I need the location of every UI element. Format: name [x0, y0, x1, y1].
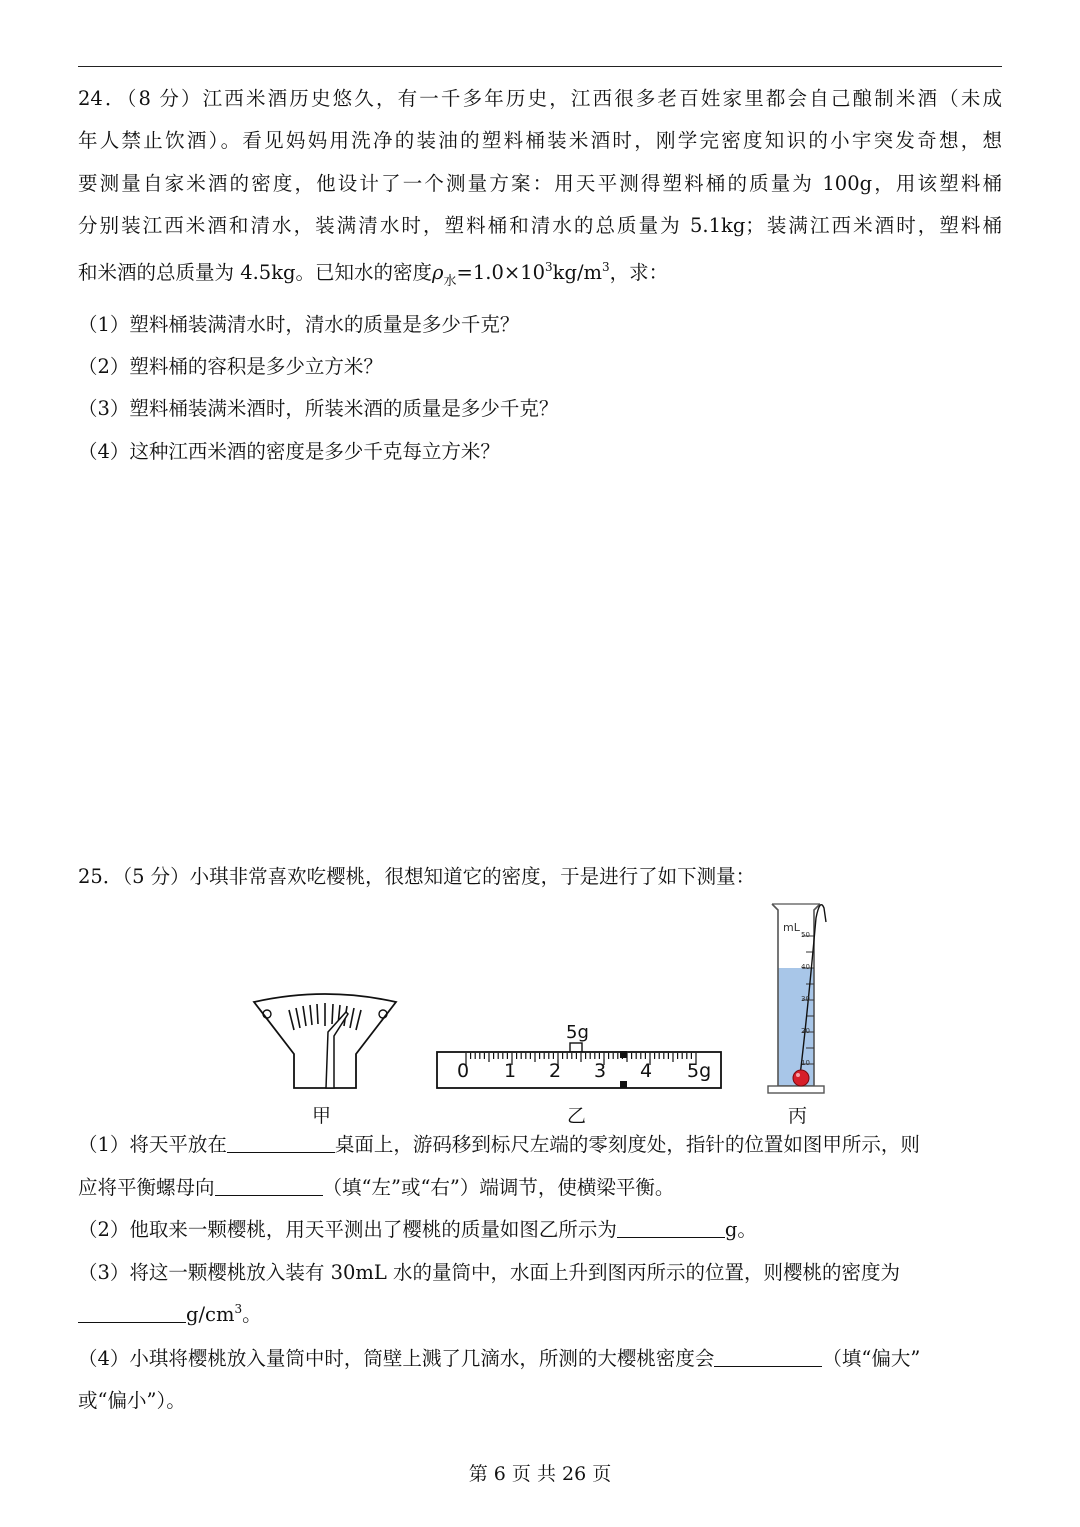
answer-blank-4[interactable] — [78, 1302, 186, 1323]
q24-sub-4: （4）这种江西米酒的密度是多少千克每立方米？ — [78, 440, 500, 463]
q25-p1-post: 桌面上，游码移到标尺左端的零刻度处，指针的位置如图甲所示，则 — [334, 1133, 920, 1156]
density-exponent: 3 — [545, 260, 553, 274]
q25-p4-post: （填“偏大” — [822, 1347, 921, 1370]
q24-line-5-post: ，求： — [609, 261, 669, 284]
figure-a-balance-dial — [250, 992, 400, 1092]
cylinder-scale-50: 50 — [801, 931, 810, 939]
q24-line-1: 24．（8 分）江西米酒历史悠久，有一千多年历史，江西很多老百姓家里都会自己酿制米酒（未成 — [78, 87, 1002, 110]
answer-blank-1[interactable] — [227, 1132, 335, 1153]
q25-p1-line-1 — [78, 1130, 1002, 1160]
q25-p2-post: g。 — [724, 1218, 757, 1241]
ruler-tick-5g: 5g — [687, 1060, 712, 1082]
rider-top — [620, 1051, 627, 1058]
cylinder-scale-20: 20 — [801, 1027, 810, 1035]
cylinder-scale-30: 30 — [801, 995, 810, 1003]
water-density-value: =1.0×10 — [456, 261, 546, 284]
answer-blank-3[interactable] — [617, 1217, 725, 1238]
q25-p4-line-2: 或“偏小”）。 — [78, 1389, 186, 1412]
rho-subscript: 水 — [443, 274, 457, 289]
q24-line-5-pre: 和米酒的总质量为 4.5kg。已知水的密度 — [78, 261, 433, 284]
figure-c-label: 丙 — [788, 1105, 808, 1127]
ruler-tick-4: 4 — [640, 1060, 653, 1082]
q25-p2 — [78, 1215, 1002, 1245]
q25-intro: 25．（5 分）小琪非常喜欢吃樱桃，很想知道它的密度，于是进行了如下测量： — [78, 865, 756, 888]
answer-blank-5[interactable] — [714, 1346, 822, 1367]
rho-symbol: ρ — [432, 261, 444, 284]
q25-p2-pre: （2）他取来一颗樱桃，用天平测出了樱桃的质量如图乙所示为 — [78, 1218, 617, 1241]
ruler-tick-2: 2 — [549, 1060, 562, 1082]
q25-p4-line-1 — [78, 1344, 1002, 1374]
header-rule — [78, 66, 1002, 67]
cherry — [793, 1070, 809, 1086]
answer-blank-2[interactable] — [215, 1175, 323, 1196]
q25-p3-unit: g/cm — [186, 1303, 235, 1326]
q25-p4-pre: （4）小琪将樱桃放入量筒中时，筒壁上溅了几滴水，所测的大樱桃密度会 — [78, 1347, 715, 1370]
q24-sub-2: （2）塑料桶的容积是多少立方米？ — [78, 355, 383, 378]
page-footer: 第 6 页 共 26 页 — [468, 1463, 612, 1485]
density-unit: kg/m — [552, 261, 603, 284]
density-unit-exponent: 3 — [602, 260, 610, 274]
q24-line-2: 年人禁止饮酒）。看见妈妈用洗净的装油的塑料桶装米酒时，刚学完密度知识的小宇突发奇想，想 — [78, 129, 1002, 152]
q25-p1-line-2 — [78, 1173, 1002, 1203]
figure-b-ruler — [436, 1040, 722, 1090]
weight-label: 5g — [566, 1022, 589, 1043]
ruler-tick-1: 1 — [504, 1060, 517, 1082]
q25-p1b-pre: 应将平衡螺母向 — [78, 1176, 215, 1199]
q24-sub-1: （1）塑料桶装满清水时，清水的质量是多少千克？ — [78, 313, 520, 336]
rider-bottom — [620, 1081, 627, 1088]
q25-p1b-post: （填“左”或“右”）端调节，使横梁平衡。 — [322, 1176, 675, 1199]
ruler-tick-0: 0 — [457, 1060, 470, 1082]
q24-line-5 — [78, 258, 1002, 288]
cylinder-scale-10: 10 — [801, 1059, 810, 1067]
ruler-tick-3: 3 — [594, 1060, 607, 1082]
figure-b-label: 乙 — [567, 1105, 587, 1127]
q25-p3-line-2 — [78, 1300, 1002, 1330]
q25-p3-line-1: （3）将这一颗樱桃放入装有 30mL 水的量筒中，水面上升到图丙所示的位置，则樱桃的密度为 — [78, 1261, 901, 1284]
q24-line-4: 分别装江西米酒和清水，装满清水时，塑料桶和清水的总质量为 5.1kg；装满江西米酒时，塑料桶 — [78, 214, 1002, 237]
cylinder-scale-40: 40 — [801, 963, 810, 971]
q25-p3-post: 。 — [242, 1303, 262, 1326]
q24-line-3: 要测量自家米酒的密度，他设计了一个测量方案：用天平测得塑料桶的质量为 100g，用该塑料桶 — [78, 172, 1002, 195]
q24-sub-3: （3）塑料桶装满米酒时，所装米酒的质量是多少千克？ — [78, 397, 559, 420]
q25-p1-pre: （1）将天平放在 — [78, 1133, 227, 1156]
figure-a-label: 甲 — [312, 1105, 332, 1127]
cylinder-unit: mL — [783, 921, 800, 934]
q25-p3-unit-exponent: 3 — [234, 1302, 243, 1316]
weight-block — [570, 1043, 582, 1052]
